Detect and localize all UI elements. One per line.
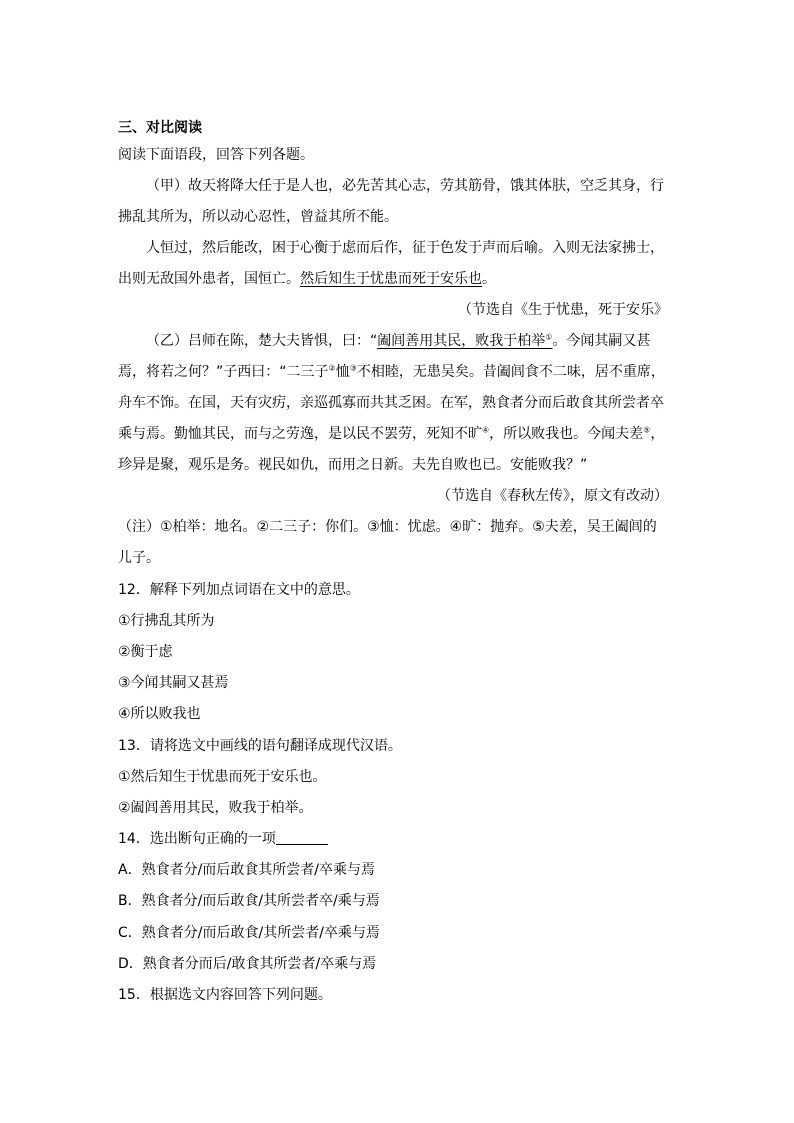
text: 阖闾善用其民，败我于柏举: [377, 333, 546, 349]
text: ，所以败我也。今闻夫差: [489, 426, 644, 442]
question-12-item: ①行拂乱其所为: [118, 613, 215, 629]
footnote-marker: ④: [482, 425, 490, 435]
question-14: [118, 829, 678, 849]
footnote-marker: ①: [545, 332, 553, 342]
footnote-marker: ③: [349, 363, 357, 373]
question-12-item: ②衡于虑: [118, 644, 173, 660]
text: 乘与焉。勤恤其民，而与之劳逸，是以民不罢劳，死知不旷: [118, 426, 482, 442]
question-12-item: ③今闻其嗣又甚焉: [118, 675, 229, 691]
text: 焉，将若之何？”子西曰：“二三子: [118, 364, 329, 380]
underlined-sentence: [377, 333, 552, 349]
text: 。: [482, 271, 496, 287]
section-heading: 三、对比阅读: [118, 120, 202, 136]
text: 恤: [335, 364, 350, 380]
question-13-item: ①然后知生于忧患而死于安乐也。: [118, 769, 327, 785]
answer-blank[interactable]: [276, 830, 328, 845]
passage-b-line: [118, 424, 678, 444]
question-15: 15．根据选文内容回答下列问题。: [118, 987, 332, 1003]
passage-a-line: [118, 269, 678, 289]
text: 不相睦，无患吴矣。昔阖闾食不二味，居不重席，: [356, 364, 665, 380]
notes-line: 儿子。: [118, 550, 160, 566]
question-12-item: ④所以败我也: [118, 706, 201, 722]
text: 14．选出断句正确的一项: [118, 831, 276, 847]
question-12: 12．解释下列加点词语在文中的意思。: [118, 582, 360, 598]
option-c: C．熟食者分/而后敢食/其所尝者/卒乘与焉: [118, 925, 380, 941]
notes-line: （注）①柏举：地名。②二三子：你们。③恤：忧虑。④旷：抛弃。⑤夫差，吴王阖闾的: [118, 519, 657, 535]
source-citation-b: （节选自《春秋左传》，原文有改动）: [437, 488, 668, 504]
passage-a-line: 人恒过，然后能改，困于心衡于虑而后作，征于色发于声而后喻。入则无法家拂士，: [146, 240, 664, 256]
text: （乙）吕师在陈，楚大夫皆惧，曰：“: [146, 333, 378, 349]
passage-a-line: 拂乱其所为，所以动心忍性，曾益其所不能。: [118, 209, 398, 225]
text: 。今闻其嗣又甚: [552, 333, 651, 349]
option-d: D．熟食者分而后/敢食其所尝者/卒乘与焉: [118, 956, 377, 972]
passage-b-line: [146, 331, 706, 351]
instruction: 阅读下面语段，回答下列各题。: [118, 147, 314, 163]
passage-b-line: 舟车不饰。在国，天有灾疠，亲巡孤寡而共其乏困。在军，熟食者分而后敢食其所尝者卒: [118, 395, 664, 411]
passage-b-line: [118, 362, 678, 382]
footnote-marker: ②: [328, 363, 336, 373]
footnote-marker: ⑤: [643, 425, 651, 435]
underlined-sentence: 然后知生于忧患而死于安乐也: [300, 271, 482, 287]
source-citation-a: （节选自《生于忧患，死于安乐》: [458, 302, 668, 318]
question-13-item: ②阖闾善用其民，败我于柏举。: [118, 800, 313, 816]
passage-a-line: （甲）故天将降大任于是人也，必先苦其心志，劳其筋骨，饿其体肤，空乏其身，行: [146, 178, 664, 194]
option-a: A．熟食者分/而后敢食其所尝者/卒乘与焉: [118, 862, 376, 878]
passage-b-line: 珍异是聚，观乐是务。视民如仇，而用之日新。夫先自败也已。安能败我？”: [118, 457, 588, 473]
text: 出则无敌国外患者，国恒亡。: [118, 271, 300, 287]
option-b: B．熟食者分/而后敢食/其所尝者卒/乘与焉: [118, 893, 380, 909]
text: ，: [650, 426, 665, 442]
question-13: 13．请将选文中画线的语句翻译成现代汉语。: [118, 738, 402, 754]
